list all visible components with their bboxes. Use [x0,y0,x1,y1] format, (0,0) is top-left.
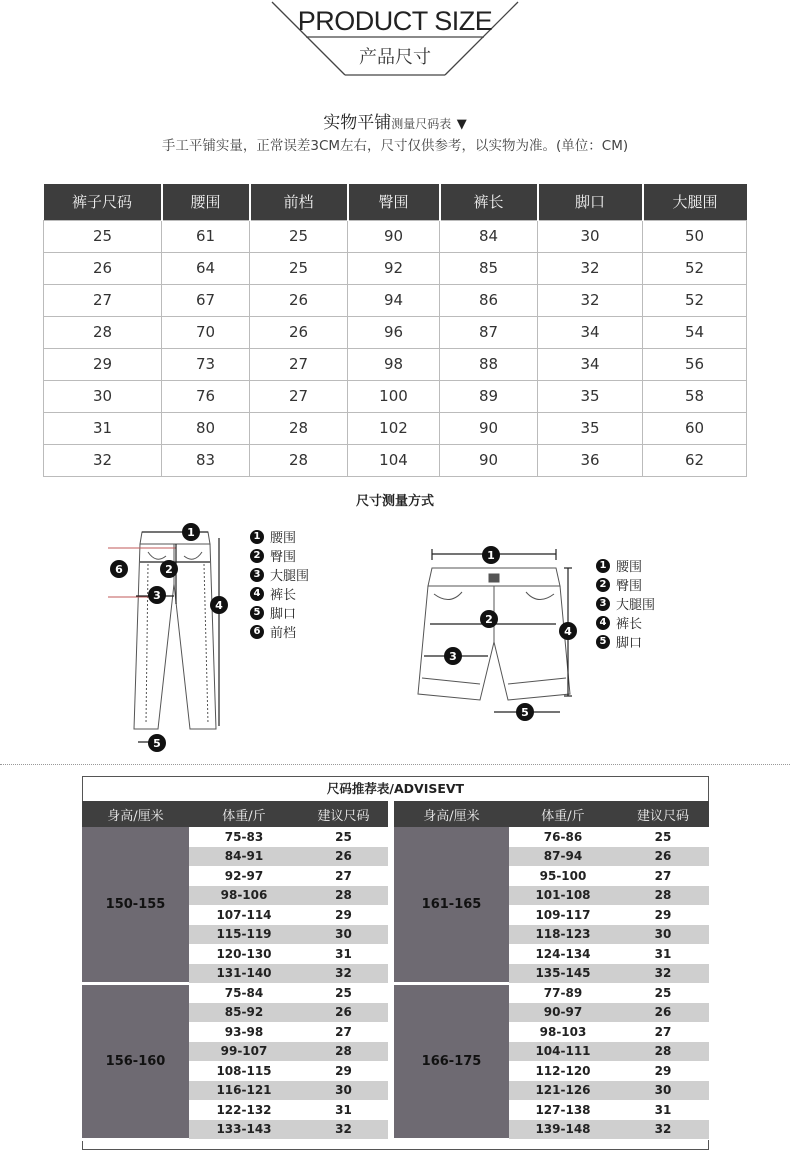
weight-range: 139-148 [509,1120,617,1140]
table-cell: 87 [440,316,538,348]
table-row [44,348,747,380]
legend-item [250,622,309,641]
weight-range: 98-103 [509,1022,617,1042]
header-title-en: PRODUCT SIZE [297,6,493,36]
legend-item [250,603,309,622]
subtitle-main: 实物平铺 [323,113,392,133]
table-cell: 76 [162,380,250,412]
height-range: 166-175 [394,983,509,1139]
table-row [44,252,747,284]
subtitle-small: 测量尺码表 [391,117,452,131]
size-table-body [44,220,747,476]
marker-5-icon: 5 [148,734,166,752]
recommend-body [82,827,709,1139]
weight-range: 84-91 [189,847,299,867]
weight-range: 116-121 [189,1081,299,1101]
suggested-size: 32 [299,1120,388,1140]
table-cell: 35 [538,412,643,444]
legend-item [596,575,655,594]
shorts-drawing [414,546,584,726]
table-cell: 58 [643,380,747,412]
suggested-size: 29 [299,1061,388,1081]
column-gap [388,866,394,886]
table-cell: 34 [538,316,643,348]
column-gap [388,964,394,984]
legend-label: 脚口 [616,636,643,651]
weight-range: 87-94 [509,847,617,867]
legend-item [250,527,309,546]
suggested-size: 31 [299,944,388,964]
suggested-size: 28 [617,886,709,906]
table-cell: 104 [348,444,440,476]
suggested-size: 30 [617,925,709,945]
suggested-size: 29 [617,905,709,925]
suggested-size: 27 [617,1022,709,1042]
suggested-size: 32 [617,1120,709,1140]
number-badge-icon: 3 [250,568,264,582]
table-row [44,284,747,316]
suggested-size: 27 [299,866,388,886]
table-cell: 35 [538,380,643,412]
column-gap [388,886,394,906]
weight-range: 131-140 [189,964,299,984]
table-cell: 92 [348,252,440,284]
column-gap [388,1120,394,1140]
table-cell: 29 [44,348,162,380]
header-cell: 身高/厘米 [82,801,189,827]
suggested-size: 30 [299,925,388,945]
table-row [44,380,747,412]
weight-range: 92-97 [189,866,299,886]
column-gap [388,1100,394,1120]
table-cell: 36 [538,444,643,476]
weight-range: 109-117 [509,905,617,925]
table-row [44,412,747,444]
table-cell: 27 [250,380,348,412]
suggested-size: 25 [617,983,709,1003]
table-cell: 25 [250,220,348,252]
table-cell: 34 [538,348,643,380]
measurement-note: 手工平铺实量，正常误差3CM左右，尺寸仅供参考，以实物为准。(单位：CM) [161,138,629,154]
suggested-size: 25 [299,827,388,847]
legend-item [250,565,309,584]
marker-1-icon: 1 [482,546,500,564]
weight-range: 75-83 [189,827,299,847]
table-cell: 56 [643,348,747,380]
shorts-legend [596,556,655,651]
pants-diagram [96,524,246,754]
header-cell: 脚口 [538,184,643,220]
header-cell: 建议尺码 [299,801,388,827]
table-cell: 52 [643,252,747,284]
legend-item [250,546,309,565]
weight-range: 101-108 [509,886,617,906]
header-cell: 前档 [250,184,348,220]
suggested-size: 26 [299,847,388,867]
table-cell: 90 [440,412,538,444]
table-cell: 25 [44,220,162,252]
marker-6-icon: 6 [110,560,128,578]
marker-2-icon: 2 [480,610,498,628]
table-cell: 32 [44,444,162,476]
suggested-size: 29 [299,905,388,925]
suggested-size: 32 [617,964,709,984]
legend-item [596,632,655,651]
divider [0,764,790,765]
suggested-size: 31 [617,1100,709,1120]
suggested-size: 27 [617,866,709,886]
number-badge-icon: 4 [596,616,610,630]
table-cell: 98 [348,348,440,380]
size-table-header [44,184,747,220]
legend-label: 臀围 [270,550,297,565]
table-cell: 96 [348,316,440,348]
height-range: 156-160 [82,983,189,1139]
table-cell: 73 [162,348,250,380]
suggested-size: 26 [299,1003,388,1023]
table-cell: 30 [44,380,162,412]
recommend-grid [82,801,709,1141]
weight-range: 76-86 [509,827,617,847]
suggested-size: 30 [299,1081,388,1101]
weight-range: 95-100 [509,866,617,886]
table-cell: 94 [348,284,440,316]
number-badge-icon: 2 [250,549,264,563]
recommend-header [82,801,709,827]
suggested-size: 28 [299,886,388,906]
section-subtitle [0,108,790,133]
number-badge-icon: 5 [596,635,610,649]
header-cell: 身高/厘米 [394,801,509,827]
legend-item [596,613,655,632]
weight-range: 118-123 [509,925,617,945]
table-cell: 62 [643,444,747,476]
table-cell: 31 [44,412,162,444]
suggested-size: 27 [299,1022,388,1042]
weight-range: 98-106 [189,886,299,906]
table-cell: 83 [162,444,250,476]
table-cell: 84 [440,220,538,252]
column-gap [388,1061,394,1081]
weight-range: 75-84 [189,983,299,1003]
table-cell: 28 [250,412,348,444]
table-cell: 50 [643,220,747,252]
header-cell: 建议尺码 [617,801,709,827]
table-cell: 28 [250,444,348,476]
column-gap [388,1081,394,1101]
table-cell: 60 [643,412,747,444]
table-cell: 26 [44,252,162,284]
weight-range: 77-89 [509,983,617,1003]
legend-label: 臀围 [616,579,643,594]
suggested-size: 31 [299,1100,388,1120]
header-title-cn: 产品尺寸 [359,47,431,68]
header-cell: 臀围 [348,184,440,220]
weight-range: 104-111 [509,1042,617,1062]
pants-drawing [96,524,246,754]
table-row [44,220,747,252]
table-cell: 100 [348,380,440,412]
table-cell: 54 [643,316,747,348]
weight-range: 122-132 [189,1100,299,1120]
table-cell: 32 [538,252,643,284]
suggested-size: 26 [617,1003,709,1023]
table-row [44,316,747,348]
weight-range: 133-143 [189,1120,299,1140]
column-gap [388,925,394,945]
number-badge-icon: 5 [250,606,264,620]
suggested-size: 28 [617,1042,709,1062]
table-cell: 90 [440,444,538,476]
legend-item [596,594,655,613]
recommend-title: 尺码推荐表/ADVISEVT [83,777,708,801]
number-badge-icon: 1 [596,559,610,573]
table-cell: 32 [538,284,643,316]
marker-4-icon: 4 [210,596,228,614]
number-badge-icon: 2 [596,578,610,592]
weight-range: 90-97 [509,1003,617,1023]
table-row [82,983,709,1003]
header-cell: 体重/斤 [189,801,299,827]
number-badge-icon: 3 [596,597,610,611]
weight-range: 135-145 [509,964,617,984]
table-cell: 88 [440,348,538,380]
table-cell: 70 [162,316,250,348]
legend-label: 裤长 [270,588,297,603]
weight-range: 127-138 [509,1100,617,1120]
marker-1-icon: 1 [182,523,200,541]
column-gap [388,905,394,925]
weight-range: 121-126 [509,1081,617,1101]
weight-range: 115-119 [189,925,299,945]
legend-label: 前档 [270,626,297,641]
header-cell: 裤子尺码 [44,184,162,220]
legend-item [596,556,655,575]
column-gap [388,944,394,964]
marker-3-icon: 3 [444,647,462,665]
table-row [82,827,709,847]
table-cell: 28 [44,316,162,348]
marker-2-icon: 2 [160,560,178,578]
suggested-size: 26 [617,847,709,867]
table-cell: 86 [440,284,538,316]
weight-range: 85-92 [189,1003,299,1023]
suggested-size: 29 [617,1061,709,1081]
table-cell: 67 [162,284,250,316]
pants-legend [250,527,309,641]
weight-range: 108-115 [189,1061,299,1081]
table-cell: 25 [250,252,348,284]
table-cell: 27 [250,348,348,380]
weight-range: 107-114 [189,905,299,925]
measure-method-title: 尺寸测量方式 [355,494,434,509]
legend-label: 腰围 [616,560,643,575]
legend-label: 裤长 [616,617,643,632]
suggested-size: 32 [299,964,388,984]
header-cell: 裤长 [440,184,538,220]
height-range: 150-155 [82,827,189,983]
table-cell: 52 [643,284,747,316]
suggested-size: 31 [617,944,709,964]
shorts-diagram [414,546,584,726]
number-badge-icon: 6 [250,625,264,639]
number-badge-icon: 1 [250,530,264,544]
table-cell: 80 [162,412,250,444]
table-row [44,444,747,476]
page-header [0,0,790,80]
down-arrow-icon: ▼ [456,117,467,132]
column-gap [388,847,394,867]
weight-range: 124-134 [509,944,617,964]
header-cell: 体重/斤 [509,801,617,827]
column-gap [388,1022,394,1042]
weight-range: 99-107 [189,1042,299,1062]
table-cell: 61 [162,220,250,252]
height-range: 161-165 [394,827,509,983]
legend-label: 腰围 [270,531,297,546]
table-cell: 30 [538,220,643,252]
weight-range: 112-120 [509,1061,617,1081]
column-gap [388,1042,394,1062]
table-cell: 27 [44,284,162,316]
suggested-size: 30 [617,1081,709,1101]
size-recommendation-table [82,776,709,1150]
legend-label: 大腿围 [270,569,310,584]
table-cell: 102 [348,412,440,444]
weight-range: 120-130 [189,944,299,964]
suggested-size: 25 [617,827,709,847]
number-badge-icon: 4 [250,587,264,601]
table-cell: 26 [250,316,348,348]
weight-range: 93-98 [189,1022,299,1042]
legend-label: 脚口 [270,607,297,622]
suggested-size: 28 [299,1042,388,1062]
marker-3-icon: 3 [148,586,166,604]
marker-4-icon: 4 [559,622,577,640]
table-cell: 90 [348,220,440,252]
header-cell: 大腿围 [643,184,747,220]
size-table [43,184,747,477]
legend-item [250,584,309,603]
table-cell: 89 [440,380,538,412]
suggested-size: 25 [299,983,388,1003]
table-cell: 64 [162,252,250,284]
header-cell: 腰围 [162,184,250,220]
table-cell: 26 [250,284,348,316]
table-cell: 85 [440,252,538,284]
column-gap [388,1003,394,1023]
marker-5-icon: 5 [516,703,534,721]
legend-label: 大腿围 [616,598,656,613]
